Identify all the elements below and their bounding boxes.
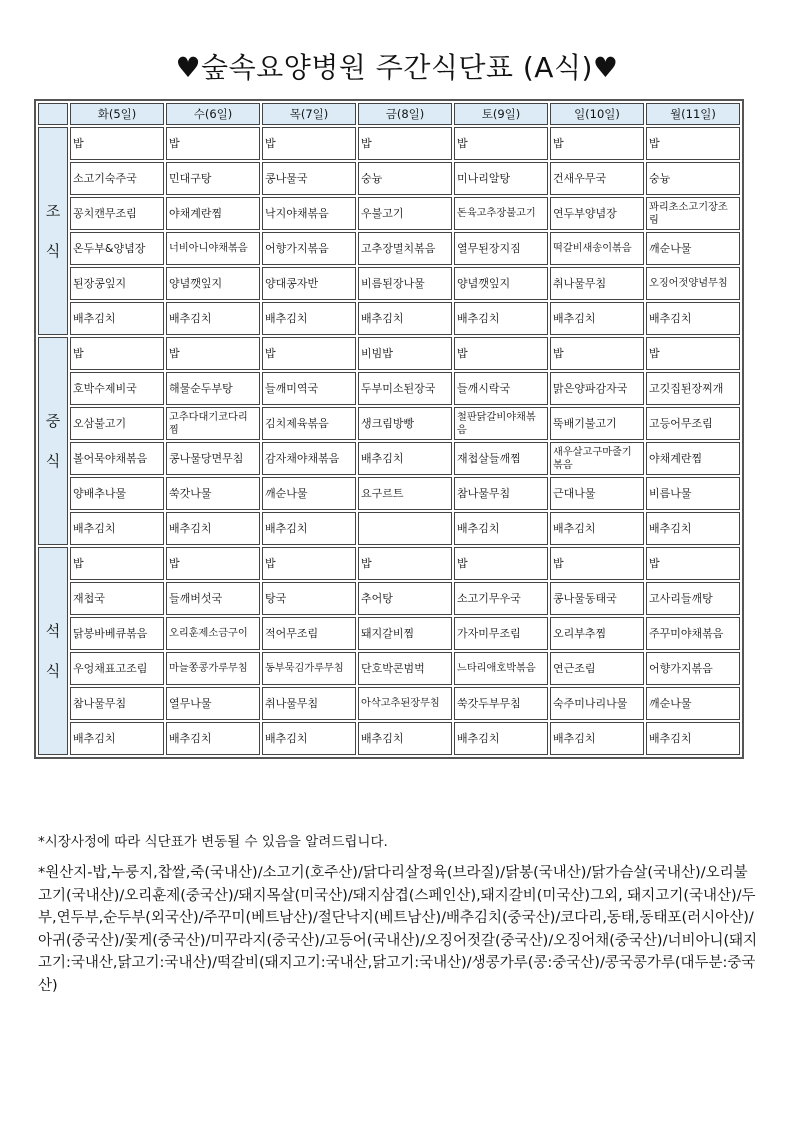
weekly-menu-table-frame (34, 99, 744, 759)
menu-item: 깨순나물 (646, 687, 740, 720)
menu-item: 콩나물동태국 (550, 582, 644, 615)
day-header: 화(5일) (70, 103, 164, 125)
day-header: 토(9일) (454, 103, 548, 125)
menu-item: 고추다대기코다리찜 (166, 407, 260, 440)
menu-item: 돼지갈비찜 (358, 617, 452, 650)
menu-item: 밥 (70, 547, 164, 580)
menu-item: 밥 (166, 337, 260, 370)
menu-item: 배추김치 (166, 722, 260, 755)
menu-item: 감자채야채볶음 (262, 442, 356, 475)
menu-item: 배추김치 (454, 512, 548, 545)
menu-item: 배추김치 (550, 302, 644, 335)
menu-item: 배추김치 (646, 512, 740, 545)
menu-item: 김치제육볶음 (262, 407, 356, 440)
menu-item: 콩나물국 (262, 162, 356, 195)
menu-item: 배추김치 (70, 302, 164, 335)
menu-item: 배추김치 (646, 722, 740, 755)
menu-item: 배추김치 (262, 722, 356, 755)
menu-item: 근대나물 (550, 477, 644, 510)
menu-item: 배추김치 (358, 442, 452, 475)
meal-label-char: 석 (45, 622, 61, 640)
menu-item: 어향가지볶음 (646, 652, 740, 685)
meal-label-char: 식 (45, 452, 61, 470)
menu-item: 배추김치 (262, 302, 356, 335)
menu-item: 고등어무조림 (646, 407, 740, 440)
menu-item: 고추장멸치볶음 (358, 232, 452, 265)
menu-item: 연두부양념장 (550, 197, 644, 230)
menu-item: 가자미무조림 (454, 617, 548, 650)
menu-row (38, 477, 740, 510)
menu-item: 재첩국 (70, 582, 164, 615)
menu-item: 밥 (262, 127, 356, 160)
day-header: 목(7일) (262, 103, 356, 125)
day-header: 월(11일) (646, 103, 740, 125)
menu-item: 오리훈제소금구이 (166, 617, 260, 650)
menu-item: 느타리애호박볶음 (454, 652, 548, 685)
day-header: 금(8일) (358, 103, 452, 125)
menu-item: 숭늉 (358, 162, 452, 195)
menu-item: 밥 (454, 547, 548, 580)
menu-item: 철판닭갈비야채볶음 (454, 407, 548, 440)
day-header: 수(6일) (166, 103, 260, 125)
menu-row (38, 232, 740, 265)
menu-item: 추어탕 (358, 582, 452, 615)
weekly-menu-table (36, 101, 742, 757)
menu-item: 야채계란찜 (646, 442, 740, 475)
menu-row (38, 127, 740, 160)
menu-item: 양대콩자반 (262, 267, 356, 300)
menu-item: 두부미소된장국 (358, 372, 452, 405)
menu-item: 숙주미나리나물 (550, 687, 644, 720)
menu-row (38, 372, 740, 405)
menu-row (38, 302, 740, 335)
menu-item: 숭늉 (646, 162, 740, 195)
menu-row (38, 547, 740, 580)
menu-item: 취나물무침 (550, 267, 644, 300)
menu-item: 해물순두부탕 (166, 372, 260, 405)
menu-item: 들깨버섯국 (166, 582, 260, 615)
menu-item: 미나리알탕 (454, 162, 548, 195)
menu-item: 주꾸미야채볶음 (646, 617, 740, 650)
menu-item: 우엉채표고조림 (70, 652, 164, 685)
menu-item: 배추김치 (550, 512, 644, 545)
menu-item: 양배추나물 (70, 477, 164, 510)
menu-item: 밥 (550, 337, 644, 370)
menu-item: 열무된장지짐 (454, 232, 548, 265)
menu-item: 배추김치 (262, 512, 356, 545)
menu-item: 적어무조림 (262, 617, 356, 650)
menu-item: 마늘쫑콩가루무침 (166, 652, 260, 685)
menu-item: 너비아니야채볶음 (166, 232, 260, 265)
menu-item: 비름된장나물 (358, 267, 452, 300)
menu-item: 밥 (454, 337, 548, 370)
menu-item: 뚝배기불고기 (550, 407, 644, 440)
menu-row (38, 442, 740, 475)
menu-item: 밥 (262, 337, 356, 370)
menu-item: 배추김치 (454, 302, 548, 335)
menu-item: 소고기무우국 (454, 582, 548, 615)
menu-item: 쑥갓두부무침 (454, 687, 548, 720)
menu-item: 양념깻잎지 (454, 267, 548, 300)
menu-item: 우불고기 (358, 197, 452, 230)
menu-item: 밥 (358, 127, 452, 160)
menu-item: 고사리들깨탕 (646, 582, 740, 615)
menu-item: 어향가지볶음 (262, 232, 356, 265)
corner-header-cell (38, 103, 68, 125)
meal-label (38, 127, 68, 335)
menu-row (38, 407, 740, 440)
menu-item: 볼어묵야채볶음 (70, 442, 164, 475)
menu-item: 오삼불고기 (70, 407, 164, 440)
menu-item: 비빔밥 (358, 337, 452, 370)
menu-row (38, 162, 740, 195)
menu-item: 아삭고추된장무침 (358, 687, 452, 720)
menu-item: 건새우무국 (550, 162, 644, 195)
menu-row (38, 512, 740, 545)
menu-item: 배추김치 (358, 302, 452, 335)
menu-item: 닭봉바베큐볶음 (70, 617, 164, 650)
menu-item: 배추김치 (166, 302, 260, 335)
menu-item: 비름나물 (646, 477, 740, 510)
menu-item: 열무나물 (166, 687, 260, 720)
menu-item: 민대구탕 (166, 162, 260, 195)
menu-item: 밥 (166, 127, 260, 160)
menu-item: 취나물무침 (262, 687, 356, 720)
menu-item: 낙지야채볶음 (262, 197, 356, 230)
change-notice: *시장사정에 따라 식단표가 변동될 수 있음을 알려드립니다. (38, 834, 388, 850)
menu-item: 깨순나물 (646, 232, 740, 265)
menu-item: 깨순나물 (262, 477, 356, 510)
menu-row (38, 582, 740, 615)
menu-item: 배추김치 (454, 722, 548, 755)
menu-item: 돈육고추장불고기 (454, 197, 548, 230)
menu-item: 밥 (550, 547, 644, 580)
menu-item: 요구르트 (358, 477, 452, 510)
menu-item: 참나물무침 (454, 477, 548, 510)
menu-item: 들깨미역국 (262, 372, 356, 405)
menu-item: 새우살고구마줄기볶음 (550, 442, 644, 475)
menu-item: 쑥갓나물 (166, 477, 260, 510)
menu-item: 배추김치 (646, 302, 740, 335)
menu-item: 들깨시락국 (454, 372, 548, 405)
meal-label-char: 조 (45, 202, 61, 220)
menu-item: 밥 (70, 337, 164, 370)
menu-item: 소고기숙주국 (70, 162, 164, 195)
menu-row (38, 652, 740, 685)
menu-item: 배추김치 (550, 722, 644, 755)
menu-item: 밥 (550, 127, 644, 160)
menu-item: 동부묵김가루무침 (262, 652, 356, 685)
menu-item: 밥 (70, 127, 164, 160)
menu-row (38, 687, 740, 720)
menu-item: 밥 (646, 337, 740, 370)
menu-item: 참나물무침 (70, 687, 164, 720)
menu-body (38, 127, 740, 755)
menu-row (38, 337, 740, 370)
menu-item: 탕국 (262, 582, 356, 615)
menu-item: 배추김치 (358, 722, 452, 755)
menu-item: 맑은양파감자국 (550, 372, 644, 405)
meal-label (38, 547, 68, 755)
day-header-row (38, 103, 740, 125)
menu-item: 생크림방빵 (358, 407, 452, 440)
menu-item: 배추김치 (70, 722, 164, 755)
menu-item: 밥 (646, 127, 740, 160)
menu-item: 온두부&양념장 (70, 232, 164, 265)
menu-row (38, 617, 740, 650)
menu-item: 밥 (646, 547, 740, 580)
menu-item: 오징어젓양념무침 (646, 267, 740, 300)
menu-item: 배추김치 (166, 512, 260, 545)
menu-item: 연근조림 (550, 652, 644, 685)
menu-item: 고깃집된장찌개 (646, 372, 740, 405)
meal-label-char: 식 (45, 242, 61, 260)
menu-item: 밥 (262, 547, 356, 580)
menu-row (38, 197, 740, 230)
origin-notice: *원산지-밥,누룽지,찹쌀,죽(국내산)/소고기(호주산)/닭다리살정육(브라질)/닭봉(국내산)/닭가슴살(국내산)/오리불고기(국내산)/오리훈제(중국산)/돼지목살(미국산)/돼지삼겹(스페인산),돼지갈비(미국산)그외, 돼지고기(국내산)/두부,연두부,순두부(외국산)/주꾸미(베트남산)/절단낙지(베트남산)/배추김치(중국산)/코다리,동태,동태포(러시아산)/아귀(중국산)/꽃게(중국산)/미꾸라지(중국산)/고등어(국내산)/오징어젓갈(중국산)/오징어채(중국산)/너비아니(돼지고기:국내산,닭고기:국내산)/떡갈비(돼지고기:국내산,닭고기:국내산)/생콩가루(콩:중국산)/콩국콩가루(대두분:중국산) (38, 865, 758, 994)
day-header: 일(10일) (550, 103, 644, 125)
menu-item: 오리부추찜 (550, 617, 644, 650)
menu-item: 밥 (358, 547, 452, 580)
menu-item: 밥 (166, 547, 260, 580)
page-title: ♥숲속요양병원 주간식단표 (A식)♥ (175, 51, 619, 84)
menu-item: 배추김치 (70, 512, 164, 545)
menu-item: 호박수제비국 (70, 372, 164, 405)
menu-item: 밥 (454, 127, 548, 160)
meal-label-char: 중 (45, 412, 61, 430)
meal-label (38, 337, 68, 545)
menu-item: 콩나물당면무침 (166, 442, 260, 475)
menu-row (38, 722, 740, 755)
menu-item: 단호박콘범벅 (358, 652, 452, 685)
menu-item (358, 512, 452, 545)
menu-item: 된장콩잎지 (70, 267, 164, 300)
menu-item: 꽈리초소고기장조림 (646, 197, 740, 230)
menu-item: 야채계란찜 (166, 197, 260, 230)
menu-row (38, 267, 740, 300)
menu-item: 떡갈비새송이볶음 (550, 232, 644, 265)
menu-item: 꽁치캔무조림 (70, 197, 164, 230)
menu-item: 재첩살들깨찜 (454, 442, 548, 475)
meal-label-char: 식 (45, 662, 61, 680)
menu-item: 양념깻잎지 (166, 267, 260, 300)
